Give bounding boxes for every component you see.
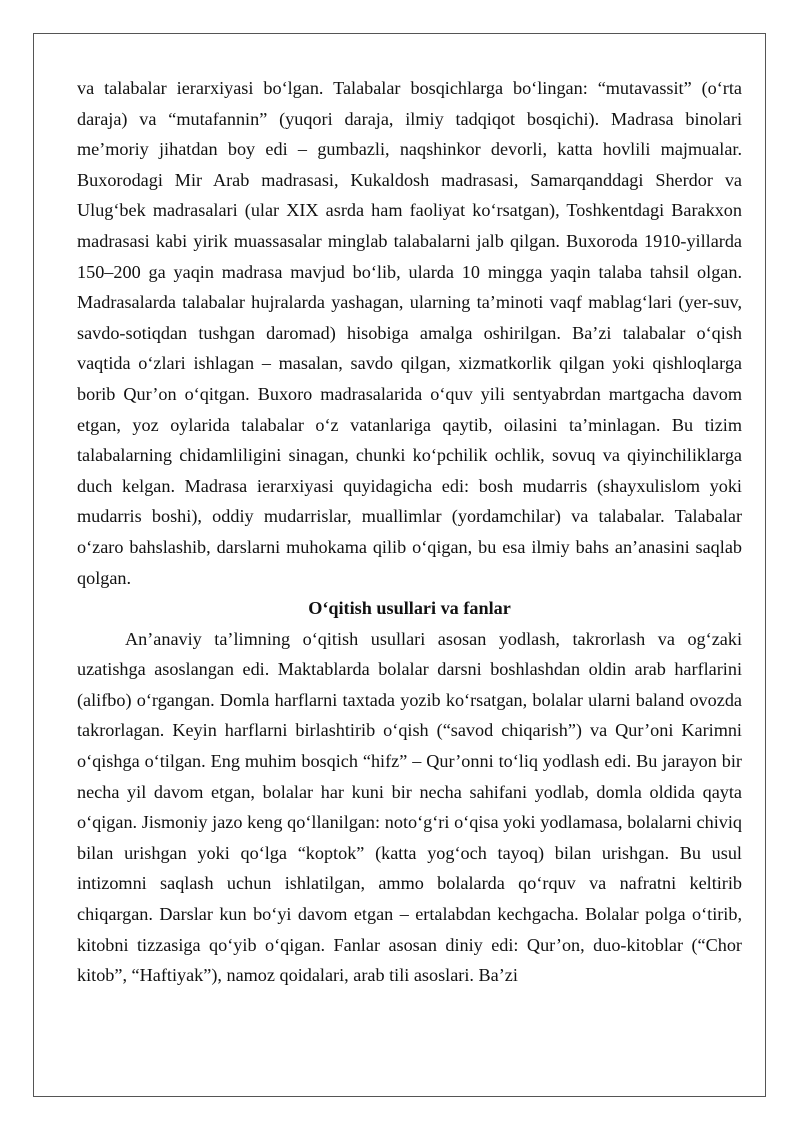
section-heading: O‘qitish usullari va fanlar <box>308 598 511 619</box>
body-paragraph: va talabalar ierarxiyasi bo‘lgan. Talabalar bosqichlarga bo‘lingan: “mutavassit” (o‘rta daraja) va “mutafannin” (yuqori daraja, ilmiy tadqiqot bosqichi). Madrasa binolari me’moriy jihatdan boy edi – gumbazli, naqshinkor devorli, katta hovlili majmualar. Buxorodagi Mir Arab madrasasi, Kukaldosh madrasasi, Samarqanddagi Sherdor va Ulug‘bek madrasalari (ular XIX asrda ham faoliyat ko‘rsatgan), Toshkentdagi Barakxon madrasasi kabi yirik muassasalar minglab talabalarni jalb qilgan. Buxoroda 1910-yillarda 150–200 ga yaqin madrasa mavjud bo‘lib, ularda 10 mingga yaqin talaba tahsil olgan. Madrasalarda talabalar hujralarda yashagan, ularning ta’minoti vaqf mablag‘lari (yer-suv, savdo-sotiqdan tushgan daromad) hisobiga amalga oshirilgan. Ba’zi talabalar o‘qish vaqtida o‘zlari ishlagan – masalan, savdo qilgan, xizmatkorlik qilgan yoki qishloqlarga borib Qur’on o‘qitgan. Buxoro madrasalarida o‘quv yili sentyabrdan martgacha davom etgan, yoz oylarida talabalar o‘z vatanlariga qaytib, oilasini ta’minlagan. Bu tizim talabalarning chidamliligini sinagan, chunki ko‘pchilik ochlik, sovuq va qiyinchiliklarga duch kelgan. Madrasa ierarxiyasi quyidagicha edi: bosh mudarris (shayxulislom yoki mudarris boshi), oddiy mudarrislar, muallimlar (yordamchilar) va talabalar. Talabalar o‘zaro bahslashib, darslarni muhokama qilib o‘qigan, bu esa ilmiy bahs an’anasini saqlab qolgan. <box>77 78 742 588</box>
body-paragraph: An’anaviy ta’limning o‘qitish usullari asosan yodlash, takrorlash va og‘zaki uzatishga asoslangan edi. Maktablarda bolalar darsni boshlashdan oldin arab harflarini (alifbo) o‘rgangan. Domla harflarni taxtada yozib ko‘rsatgan, bolalar ularni baland ovozda takrorlagan. Keyin harflarni birlashtirib o‘qish (“savod chiqarish”) va Qur’oni Karimni o‘qishga o‘tilgan. Eng muhim bosqich “hifz” – Qur’onni to‘liq yodlash edi. Bu jarayon bir necha yil davom etgan, bolalar har kuni bir necha sahifani yodlab, domla oldida qayta o‘qigan. Jismoniy jazo keng qo‘llanilgan: noto‘g‘ri o‘qisa yoki yodlamasa, bolalarni chiviq bilan urishgan yoki qo‘lga “koptok” (katta yog‘och tayoq) bilan urishgan. Bu usul intizomni saqlash uchun ishlatilgan, ammo bolalarda qo‘rquv va nafratni keltirib chiqargan. Darslar kun bo‘yi davom etgan – ertalabdan kechgacha. Bolalar polga o‘tirib, kitobni tizzasiga qo‘yib o‘qigan. Fanlar asosan diniy edi: Qur’on, duo-kitoblar (“Chor kitob”, “Haftiyak”), namoz qoidalari, arab tili asoslari. Ba’zi <box>77 628 742 986</box>
document-body <box>77 73 742 991</box>
